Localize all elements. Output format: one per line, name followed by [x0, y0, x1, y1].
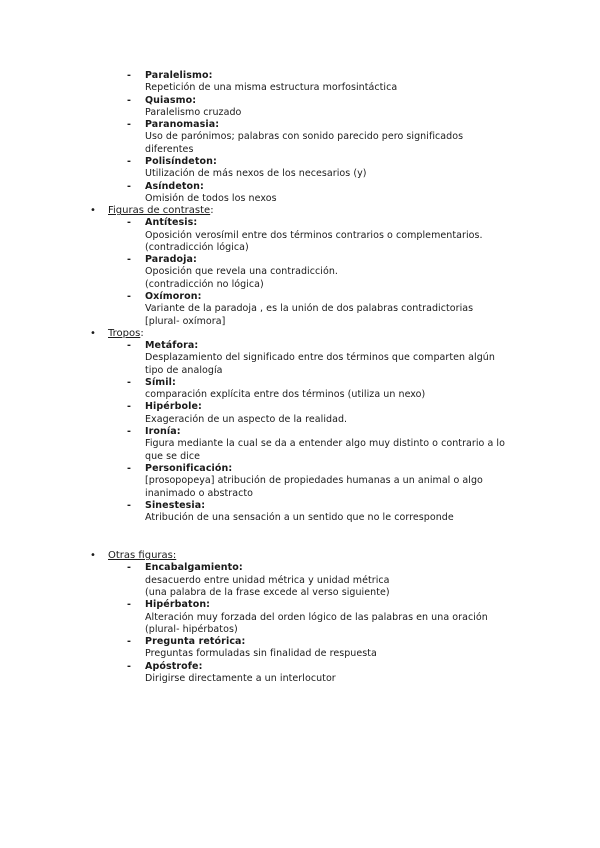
item-description: [0, 389, 530, 401]
item-heading: [0, 156, 600, 168]
item-title: Oxímoron:: [145, 291, 202, 303]
description-line: Omisión de todos los nexos: [145, 192, 277, 204]
list-item: [0, 119, 600, 156]
item-heading: [0, 119, 600, 131]
dash-icon: -: [127, 426, 132, 438]
document-content: [0, 70, 600, 685]
description-line: Paralelismo cruzado: [145, 106, 242, 118]
description-line: comparación explícita entre dos términos (utiliza un nexo): [145, 389, 426, 401]
item-heading: [0, 95, 600, 107]
dash-icon: -: [127, 499, 132, 511]
description-line: Uso de parónimos; palabras con sonido parecido pero significados: [145, 131, 464, 143]
list-item: [0, 156, 600, 181]
description-line: Desplazamiento del significado entre dos términos que comparten algún: [145, 352, 495, 364]
item-title: Quiasmo:: [145, 94, 197, 106]
list-item: [0, 217, 600, 254]
item-heading: [0, 562, 600, 574]
section-title-suffix: :: [140, 327, 144, 339]
dash-icon: -: [127, 462, 132, 474]
dash-icon: -: [127, 599, 132, 611]
section-1: [0, 205, 600, 328]
item-title: Apóstrofe:: [145, 660, 203, 672]
dash-icon: -: [127, 180, 132, 192]
dash-icon: -: [127, 217, 132, 229]
list-item: [0, 562, 600, 599]
list-item: [0, 661, 600, 686]
item-heading: [0, 661, 600, 673]
item-heading: [0, 426, 600, 438]
item-heading: [0, 377, 600, 389]
item-description: [0, 612, 530, 637]
dash-icon: -: [127, 562, 132, 574]
dash-icon: -: [127, 119, 132, 131]
item-description: [0, 82, 530, 94]
section-heading: [0, 328, 600, 340]
item-heading: [0, 217, 600, 229]
description-line: Repetición de una misma estructura morfosintáctica: [145, 82, 398, 94]
description-line: Oposición verosímil entre dos términos contrarios o complementarios.: [145, 229, 483, 241]
description-line: que se dice: [145, 450, 201, 462]
item-title: Paralelismo:: [145, 70, 213, 81]
item-description: [0, 648, 530, 660]
item-title: Antítesis:: [145, 217, 198, 229]
bullet-icon: •: [90, 327, 96, 339]
item-description: [0, 193, 530, 205]
item-description: [0, 303, 530, 328]
section-title: Tropos: [108, 327, 141, 339]
item-title: Sinestesia:: [145, 499, 206, 511]
dash-icon: -: [127, 401, 132, 413]
section-3: [0, 550, 600, 685]
section-heading: [0, 550, 600, 562]
description-line: (contradicción no lógica): [145, 278, 264, 290]
item-heading: [0, 340, 600, 352]
item-description: [0, 414, 530, 426]
description-line: Dirigirse directamente a un interlocutor: [145, 673, 336, 685]
item-heading: [0, 636, 600, 648]
description-line: tipo de analogía: [145, 364, 223, 376]
list-item: [0, 500, 600, 525]
list-item: [0, 599, 600, 636]
dash-icon: -: [127, 376, 132, 388]
list-item: [0, 181, 600, 206]
bullet-icon: •: [90, 205, 96, 217]
description-line: [plural- oxímora]: [145, 315, 226, 327]
list-item: [0, 95, 600, 120]
list-item: [0, 254, 600, 291]
item-title: Hipérbaton:: [145, 599, 211, 611]
description-line: Oposición que revela una contradicción.: [145, 266, 338, 278]
item-title: Paranomasia:: [145, 119, 220, 131]
item-heading: [0, 463, 600, 475]
section-2: [0, 328, 600, 524]
item-description: [0, 475, 530, 500]
description-line: [prosopopeya] atribución de propiedades humanas a un animal o algo: [145, 475, 483, 487]
item-description: [0, 266, 530, 291]
section-title: Figuras de contraste: [108, 205, 211, 217]
description-line: Alteración muy forzada del orden lógico de las palabras en una oración: [145, 611, 488, 623]
section-title-suffix: :: [210, 205, 214, 217]
item-description: [0, 673, 530, 685]
list-item: [0, 70, 600, 95]
section-heading: [0, 205, 600, 217]
description-line: desacuerdo entre unidad métrica y unidad métrica: [145, 574, 390, 586]
section-spacer: [0, 524, 600, 550]
item-heading: [0, 70, 600, 82]
item-heading: [0, 181, 600, 193]
description-line: diferentes: [145, 143, 194, 155]
list-item: [0, 426, 600, 463]
item-description: [0, 438, 530, 463]
item-title: Asíndeton:: [145, 180, 204, 192]
item-title: Personificación:: [145, 462, 233, 474]
item-heading: [0, 401, 600, 413]
description-line: Utilización de más nexos de los necesarios (y): [145, 168, 367, 180]
section-0: [0, 70, 600, 205]
list-item: [0, 291, 600, 328]
list-item: [0, 377, 600, 402]
item-description: [0, 230, 530, 255]
list-item: [0, 463, 600, 500]
item-heading: [0, 291, 600, 303]
description-line: (contradicción lógica): [145, 241, 249, 253]
item-title: Paradoja:: [145, 254, 197, 266]
item-description: [0, 575, 530, 600]
description-line: Variante de la paradoja , es la unión de dos palabras contradictorias: [145, 303, 474, 315]
item-description: [0, 512, 530, 524]
dash-icon: -: [127, 291, 132, 303]
item-title: Ironía:: [145, 426, 181, 438]
list-item: [0, 636, 600, 661]
bullet-icon: •: [90, 550, 96, 562]
item-heading: [0, 500, 600, 512]
description-line: inanimado o abstracto: [145, 487, 253, 499]
item-title: Polisíndeton:: [145, 156, 217, 168]
section-title: Otras figuras:: [108, 550, 177, 562]
item-heading: [0, 254, 600, 266]
dash-icon: -: [127, 156, 132, 168]
item-description: [0, 131, 530, 156]
description-line: (una palabra de la frase excede al verso siguiente): [145, 586, 390, 598]
item-description: [0, 168, 530, 180]
dash-icon: -: [127, 70, 132, 81]
dash-icon: -: [127, 660, 132, 672]
item-description: [0, 352, 530, 377]
description-line: Figura mediante la cual se da a entender algo muy distinto o contrario a lo: [145, 438, 505, 450]
description-line: Exageración de un aspecto de la realidad.: [145, 413, 348, 425]
description-line: Preguntas formuladas sin finalidad de respuesta: [145, 648, 377, 660]
item-title: Metáfora:: [145, 339, 199, 351]
description-line: (plural- hipérbatos): [145, 623, 238, 635]
list-item: [0, 340, 600, 377]
item-title: Símil:: [145, 376, 176, 388]
item-title: Hipérbole:: [145, 401, 202, 413]
item-title: Encabalgamiento:: [145, 562, 243, 574]
dash-icon: -: [127, 339, 132, 351]
item-heading: [0, 599, 600, 611]
dash-icon: -: [127, 254, 132, 266]
item-title: Pregunta retórica:: [145, 636, 246, 648]
item-description: [0, 107, 530, 119]
description-line: Atribución de una sensación a un sentido que no le corresponde: [145, 512, 454, 524]
dash-icon: -: [127, 636, 132, 648]
list-item: [0, 401, 600, 426]
dash-icon: -: [127, 94, 132, 106]
